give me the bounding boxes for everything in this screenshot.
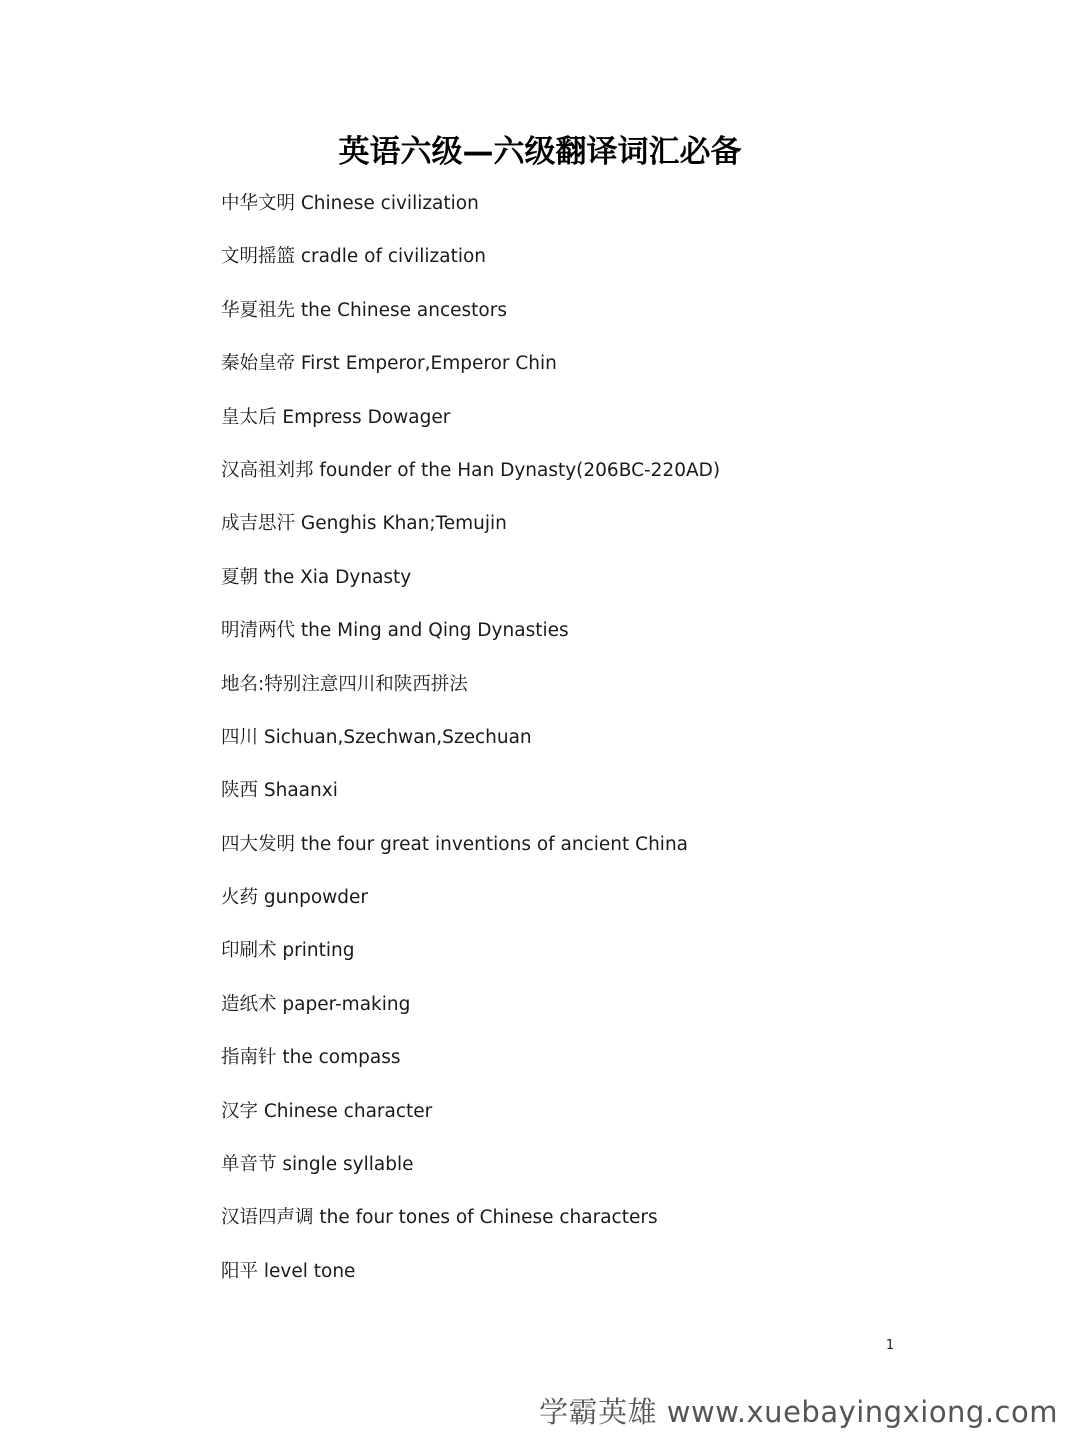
list-item: 陕西 Shaanxi [221, 780, 338, 802]
list-item: 印刷术 printing [221, 940, 355, 962]
term-list [221, 188, 981, 1309]
list-item: 夏朝 the Xia Dynasty [221, 566, 412, 588]
list-item: 成吉思汗 Genghis Khan;Temujin [221, 513, 507, 535]
list-item: 指南针 the compass [221, 1047, 401, 1069]
page-number: 1 [885, 1338, 895, 1353]
list-item: 造纸术 paper-making [221, 993, 411, 1015]
list-item: 皇太后 Empress Dowager [221, 406, 451, 428]
list-item: 阳平 level tone [221, 1260, 356, 1282]
list-item: 汉语四声调 the four tones of Chinese characters [221, 1207, 658, 1229]
list-item: 火药 gunpowder [221, 887, 368, 909]
list-item: 文明摇篮 cradle of civilization [221, 246, 487, 268]
list-item: 地名:特别注意四川和陕西拼法 [221, 673, 468, 695]
list-item: 汉高祖刘邦 founder of the Han Dynasty(206BC-220AD) [221, 459, 721, 481]
list-item: 汉字 Chinese character [221, 1100, 433, 1122]
list-item: 华夏祖先 the Chinese ancestors [221, 299, 507, 321]
list-item: 秦始皇帝 First Emperor,Emperor Chin [221, 353, 557, 375]
list-item: 四川 Sichuan,Szechwan,Szechuan [221, 726, 532, 748]
list-item: 单音节 single syllable [221, 1154, 414, 1176]
list-item: 四大发明 the four great inventions of ancient China [221, 833, 689, 855]
page-title: 英语六级—六级翻译词汇必备 [338, 134, 742, 170]
watermark: 学霸英雄 www.xuebayingxiong.com [539, 1395, 1058, 1429]
list-item: 中华文明 Chinese civilization [221, 193, 479, 214]
list-item: 明清两代 the Ming and Qing Dynasties [221, 620, 569, 642]
